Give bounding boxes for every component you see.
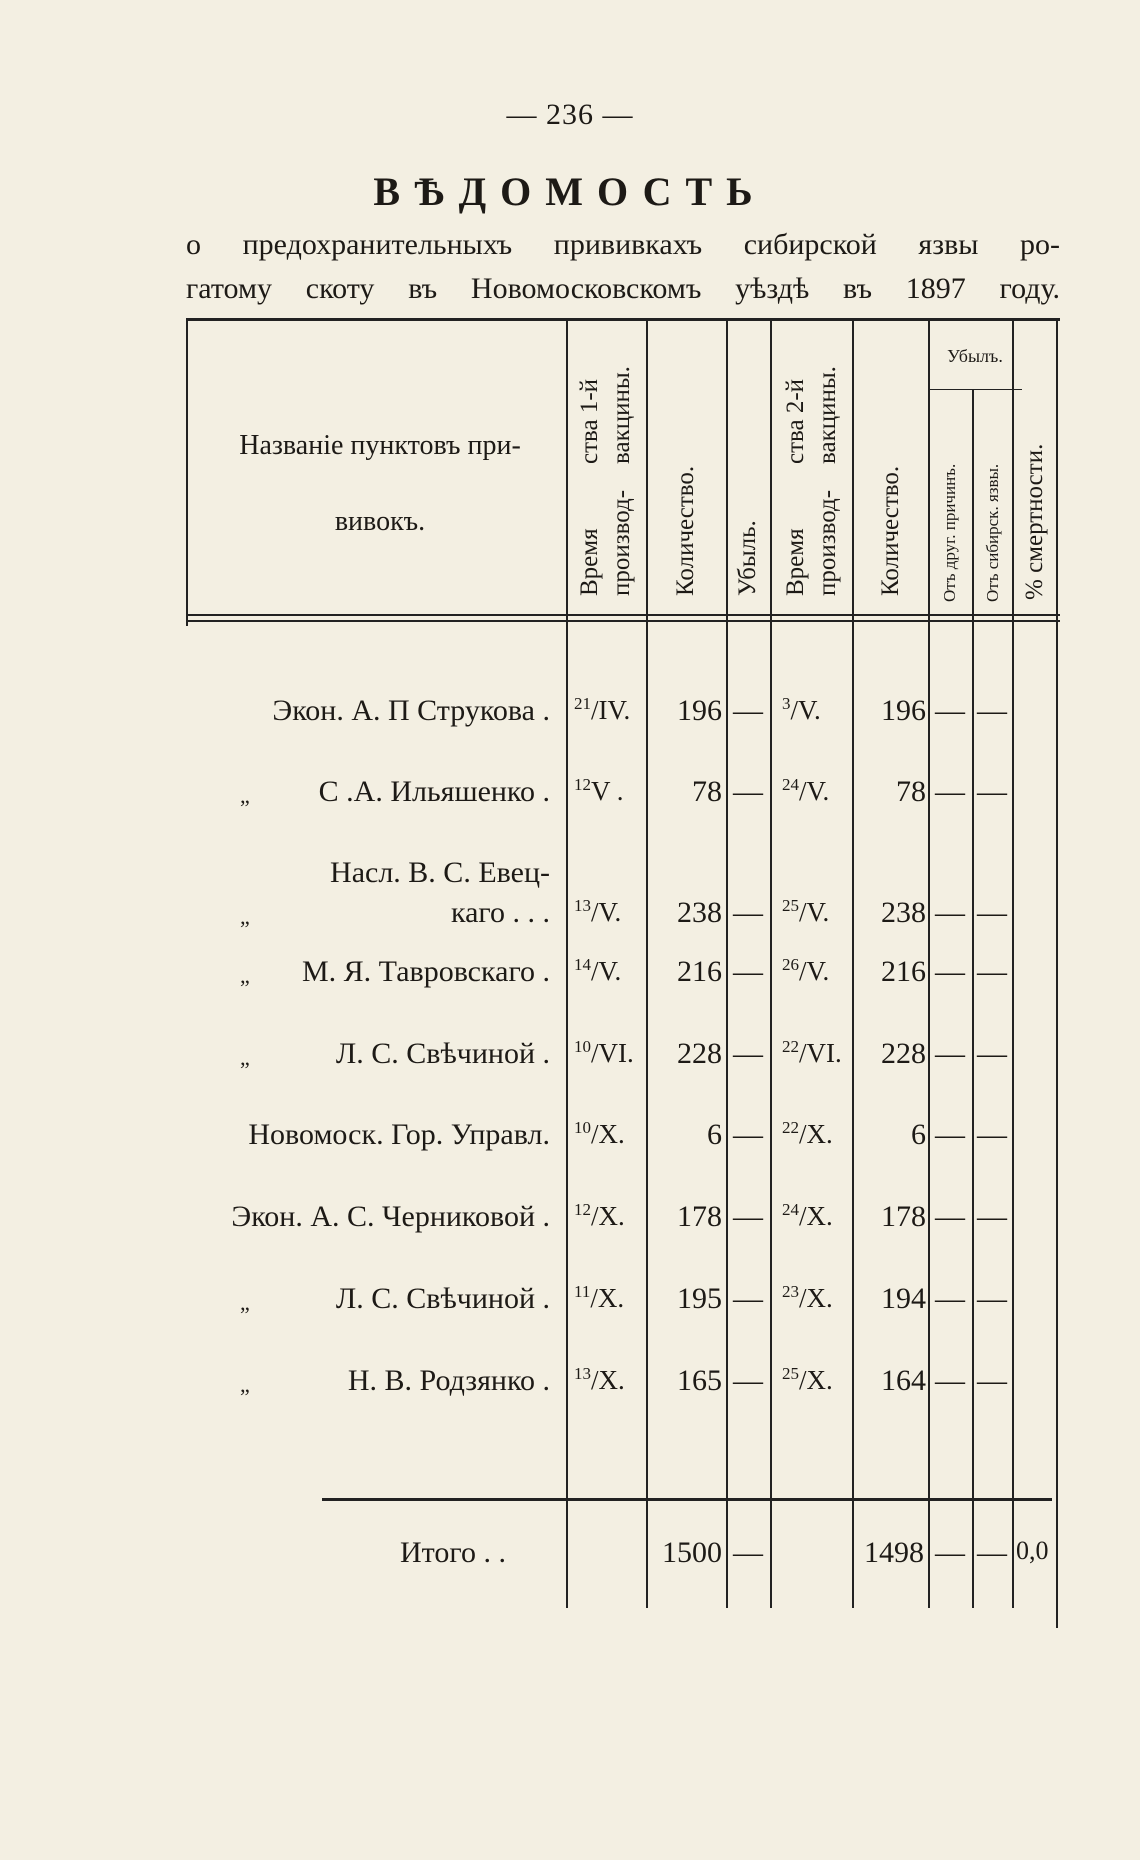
header-name-line-1: Названіе пунктовъ при- (239, 430, 521, 461)
ditto-mark: „ (240, 963, 250, 988)
row-loss1: — (733, 775, 763, 808)
row-date2-day: 3 (782, 694, 791, 713)
row-loss1: — (733, 694, 763, 727)
row-name: Насл. В. С. Евец- (330, 856, 550, 889)
row-date1 (574, 1037, 634, 1069)
header-loss1: Убыль. (734, 520, 761, 596)
row-count2: 216 (881, 955, 926, 988)
row-name: Л. С. Свѣчиной . (335, 1037, 550, 1070)
col-rule (566, 318, 568, 1608)
row-count1: 78 (692, 775, 722, 808)
row-name: Экон. А. С. Черниковой . (231, 1200, 550, 1233)
row-date2 (782, 1200, 833, 1232)
row-date2-day: 24 (782, 775, 799, 794)
row-name: М. Я. Тавровскаго . (301, 955, 550, 988)
row-date2-day: 23 (782, 1282, 799, 1301)
row-date1-day: 10 (574, 1118, 591, 1137)
row-loss1: — (733, 896, 763, 929)
row-date1-day: 12 (574, 1200, 591, 1219)
col-rule (972, 389, 974, 1608)
row-loss-other: — (935, 955, 965, 988)
row-date2-month: /V. (799, 897, 830, 927)
subtitle-line-2: гатому скоту въ Новомосковскомъ уѣздѣ въ 1897 году. (186, 272, 1060, 305)
row-date2-month: /X. (799, 1365, 833, 1395)
row-loss1: — (733, 1282, 763, 1315)
row-date1 (574, 1118, 625, 1150)
col-rule (186, 318, 188, 626)
row-date2-month: /X. (799, 1201, 833, 1231)
row-date2 (782, 896, 829, 928)
row-date2-month: /X. (799, 1283, 833, 1313)
row-date1-month: /V. (591, 956, 622, 986)
row-date2-month: /V. (790, 695, 821, 725)
row-date1 (574, 1200, 625, 1232)
header-mortality: % смертности. (1021, 443, 1048, 600)
row-date1-month: /X. (590, 1283, 625, 1313)
total-loss-other: — (935, 1536, 965, 1569)
col-rule (928, 318, 930, 1608)
row-name: Экон. А. П Струкова . (272, 694, 550, 727)
ditto-mark: „ (240, 783, 250, 808)
row-loss-other: — (935, 694, 965, 727)
total-label: Итого . . (400, 1536, 506, 1569)
row-date2-month: /VI. (799, 1038, 842, 1068)
row-count1: 238 (677, 896, 722, 929)
row-date1-month: /IV. (591, 695, 631, 725)
row-loss-anthrax: — (977, 1037, 1007, 1070)
row-date1-day: 10 (574, 1037, 591, 1056)
row-loss1: — (733, 1200, 763, 1233)
header-loss-other: Отъ друг. причинъ. (940, 463, 959, 602)
header-loss-anthrax: Отъ сибирск. язвы. (983, 463, 1002, 602)
row-date2 (782, 694, 821, 726)
row-date2 (782, 1282, 833, 1314)
row-count2: 178 (881, 1200, 926, 1233)
row-date1 (574, 955, 621, 987)
row-date1 (574, 775, 624, 807)
header-time1-line2: ства 1-й вакцины. (576, 366, 635, 465)
row-date2-day: 25 (782, 896, 799, 915)
ditto-mark: „ (240, 1045, 250, 1070)
header-time1-line1: Время производ- (576, 489, 635, 596)
header-time2-line1: Время производ- (782, 489, 841, 596)
row-count2: 164 (881, 1364, 926, 1397)
total-rule (322, 1498, 1052, 1501)
total-mortality: 0,0 (1016, 1536, 1049, 1565)
row-loss-other: — (935, 1118, 965, 1151)
row-count1: 178 (677, 1200, 722, 1233)
row-date2-day: 22 (782, 1118, 799, 1137)
page-number: — 236 — (506, 98, 634, 131)
ditto-mark: „ (240, 1372, 250, 1397)
total-count1: 1500 (662, 1536, 722, 1569)
row-date2-day: 22 (782, 1037, 799, 1056)
row-loss-anthrax: — (977, 896, 1007, 929)
col-rule (1012, 318, 1014, 1608)
header-time2 (776, 326, 848, 596)
header-name (200, 408, 560, 560)
row-loss-other: — (935, 775, 965, 808)
header-time1 (570, 326, 642, 596)
ditto-mark: „ (240, 904, 250, 929)
row-date1-day: 14 (574, 955, 591, 974)
row-date2 (782, 1118, 833, 1150)
row-count1: 196 (677, 694, 722, 727)
row-loss-anthrax: — (977, 1364, 1007, 1397)
row-loss-anthrax: — (977, 1200, 1007, 1233)
col-rule (1056, 318, 1058, 1628)
header-name-line-2: вивокъ. (334, 506, 426, 537)
row-date2-day: 24 (782, 1200, 799, 1219)
header-count2: Количество. (877, 465, 904, 596)
row-date2 (782, 1037, 842, 1069)
row-date2 (782, 955, 829, 987)
document-title: ВѢДОМОСТЬ (373, 169, 767, 214)
row-date1-month: /VI. (591, 1038, 634, 1068)
row-date1-month: /V. (591, 897, 622, 927)
row-count2: 238 (881, 896, 926, 929)
row-date1-day: 21 (574, 694, 591, 713)
row-count1: 216 (677, 955, 722, 988)
row-loss-other: — (935, 1037, 965, 1070)
row-date1-day: 11 (574, 1282, 591, 1301)
row-count2: 194 (881, 1282, 926, 1315)
row-name: С .А. Ильяшенко . (318, 775, 550, 808)
row-count2: 6 (911, 1118, 926, 1151)
row-date2-month: /V. (799, 956, 830, 986)
row-loss1: — (733, 955, 763, 988)
row-count1: 195 (677, 1282, 722, 1315)
loss-subheader-rule (928, 389, 1022, 390)
row-loss-anthrax: — (977, 694, 1007, 727)
row-date2 (782, 775, 829, 807)
row-count1: 6 (707, 1118, 722, 1151)
row-date1-month: V . (591, 776, 624, 806)
row-name: Л. С. Свѣчиной . (335, 1282, 550, 1315)
row-date2-month: /X. (799, 1119, 833, 1149)
total-count2: 1498 (864, 1536, 924, 1569)
row-date1-month: /X. (591, 1201, 625, 1231)
row-name: Н. В. Родзянко . (347, 1364, 550, 1397)
row-name-cont: каго . . . (451, 896, 550, 929)
row-date1 (574, 1282, 624, 1314)
row-loss-other: — (935, 1282, 965, 1315)
row-date1-month: /X. (591, 1365, 625, 1395)
row-date1-day: 13 (574, 1364, 591, 1383)
row-date1-month: /X. (591, 1119, 625, 1149)
row-date2-day: 25 (782, 1364, 799, 1383)
row-loss-anthrax: — (977, 1118, 1007, 1151)
header-time2-line2: ства 2-й вакцины. (782, 366, 841, 465)
subtitle-line-1: о предохранительныхъ прививкахъ сибирской язвы ро- (186, 228, 1060, 261)
row-date1 (574, 694, 630, 726)
total-loss1: — (733, 1536, 763, 1569)
row-date1 (574, 1364, 625, 1396)
row-count1: 165 (677, 1364, 722, 1397)
row-count2: 78 (896, 775, 926, 808)
row-loss-other: — (935, 896, 965, 929)
row-loss-other: — (935, 1364, 965, 1397)
ditto-mark: „ (240, 1290, 250, 1315)
total-loss-anthrax: — (977, 1536, 1007, 1569)
row-date2 (782, 1364, 833, 1396)
col-rule (852, 318, 854, 1608)
row-loss-anthrax: — (977, 1282, 1007, 1315)
row-loss-anthrax: — (977, 775, 1007, 808)
row-date1-day: 13 (574, 896, 591, 915)
col-rule (646, 318, 648, 1608)
row-name: Новомоск. Гор. Управл. (248, 1118, 550, 1151)
row-loss-anthrax: — (977, 955, 1007, 988)
row-count2: 228 (881, 1037, 926, 1070)
row-date1-day: 12 (574, 775, 591, 794)
row-loss1: — (733, 1364, 763, 1397)
row-count2: 196 (881, 694, 926, 727)
row-loss-other: — (935, 1200, 965, 1233)
row-loss1: — (733, 1037, 763, 1070)
row-count1: 228 (677, 1037, 722, 1070)
row-loss1: — (733, 1118, 763, 1151)
col-rule (770, 318, 772, 1608)
header-count1: Количество. (672, 465, 699, 596)
header-loss-group: Убылъ. (947, 346, 1003, 366)
col-rule (726, 318, 728, 1608)
row-date1 (574, 896, 621, 928)
row-date2-day: 26 (782, 955, 799, 974)
row-date2-month: /V. (799, 776, 830, 806)
